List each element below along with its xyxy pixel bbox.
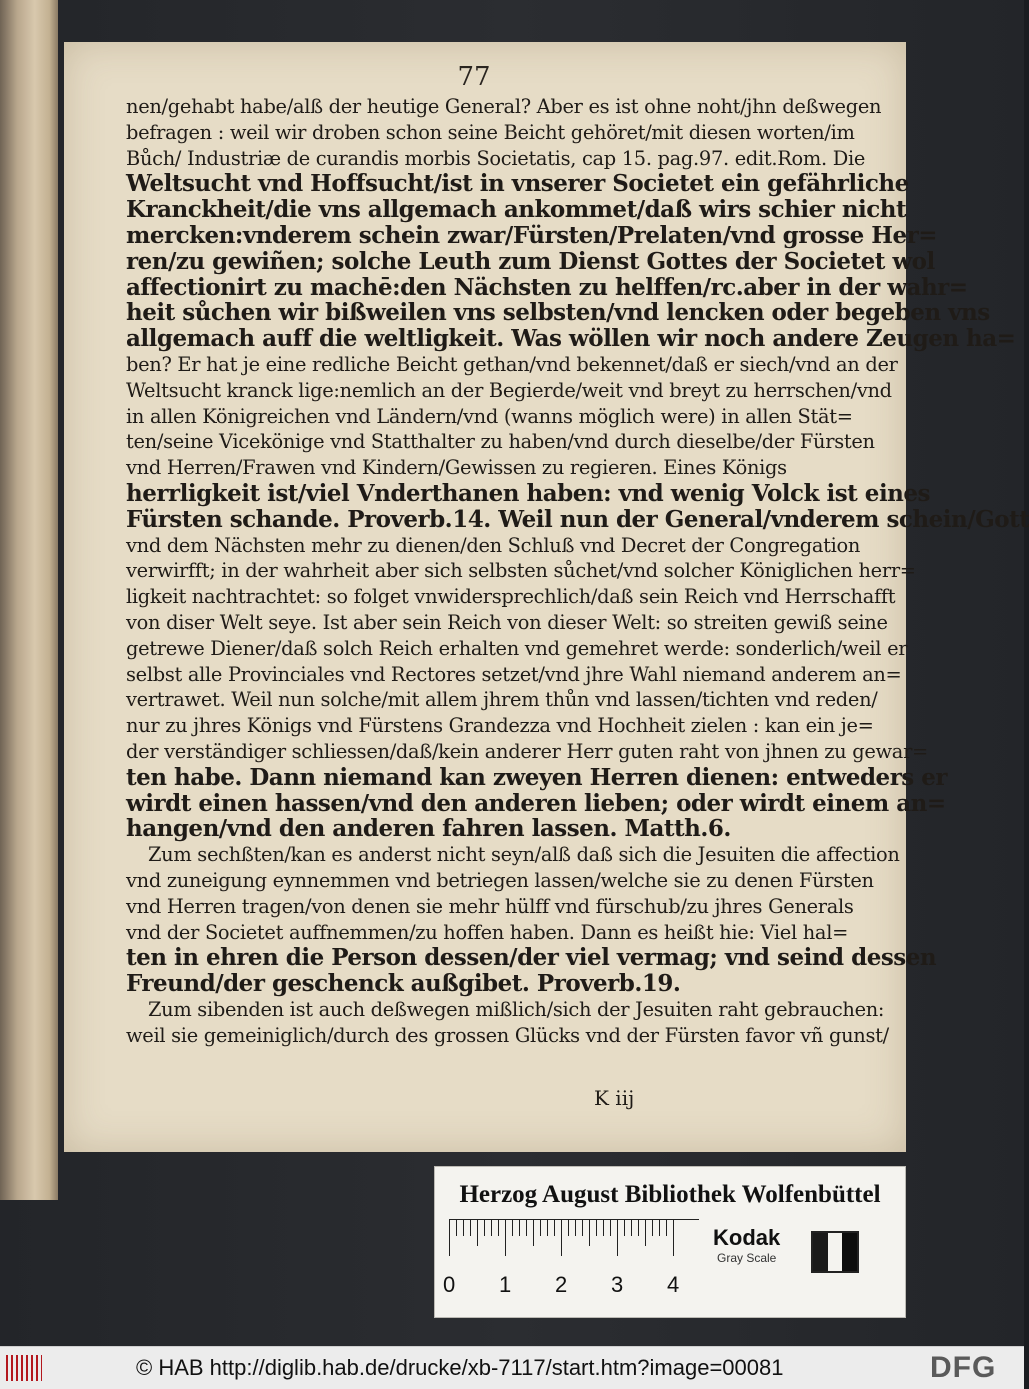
ruler-tick: [533, 1220, 534, 1246]
text-line: ren/zu gewiñen; solche Leuth zum Dienst Gottes der Societet wol: [126, 247, 935, 275]
ruler-tick: [659, 1220, 660, 1236]
text-line: Kranckheit/die vns allgemach ankommet/daß wirs schier nicht: [126, 196, 907, 224]
ruler-tick: [456, 1220, 457, 1236]
ruler-tick: [561, 1220, 562, 1256]
text-line: nur zu jhres Königs vnd Fürstens Grandezza vnd Hochheit zielen : kan ein je=: [126, 714, 874, 738]
text-line: hangen/vnd den anderen fahren lassen. Matth.6.: [126, 815, 731, 843]
text-line: selbst alle Provinciales vnd Rectores setzet/vnd jhre Wahl niemand anderem an=: [126, 662, 902, 686]
ruler-tick: [603, 1220, 604, 1236]
ruler-tick: [470, 1220, 471, 1236]
ruler-tick: [610, 1220, 611, 1236]
text-line: Fürsten schande. Proverb.14. Weil nun der General/vnderem schein/Gott: [126, 505, 1029, 533]
text-line: vertrawet. Weil nun solche/mit allem jhrem thůn vnd lassen/tichten vnd reden/: [126, 688, 878, 712]
ruler-tick: [666, 1220, 667, 1236]
ruler-tick: [491, 1220, 492, 1236]
page-number: 77: [457, 62, 491, 92]
ruler-number: 0: [443, 1272, 456, 1297]
ruler-number: 2: [555, 1272, 568, 1297]
institution-name: Herzog August Bibliothek Wolfenbüttel: [459, 1181, 881, 1208]
text-line: affectionirt zu machē:den Nächsten zu helffen/rc.aber in der wahr=: [126, 273, 968, 301]
text-line: in allen Königreichen vnd Ländern/vnd (wanns möglich were) in allen Stät=: [126, 404, 853, 428]
signature-mark: K iij: [594, 1086, 635, 1110]
footer-bar: [0, 1346, 1024, 1389]
library-label-card: [434, 1166, 906, 1318]
text-line: Weltsucht kranck lige:nemlich an der Begierde/weit vnd breyt zu herrschen/vnd: [126, 378, 892, 402]
text-line: ten/seine Vicekönige vnd Statthalter zu haben/vnd durch dieselbe/der Fürsten: [126, 430, 875, 454]
barcode-icon: [6, 1355, 42, 1381]
gray-scale-label: Gray Scale: [717, 1251, 777, 1265]
text-line: ligkeit nachtrachtet: so folget vnwidersprechlich/daß sein Reich vnd Herrschafft: [126, 585, 896, 609]
ruler-tick: [463, 1220, 464, 1236]
ruler-number: 3: [611, 1272, 624, 1297]
ruler-tick: [526, 1220, 527, 1236]
ruler-tick: [540, 1220, 541, 1236]
measurement-ruler: [443, 1219, 699, 1297]
text-line: Bůch/ Industriæ de curandis morbis Societatis, cap 15. pag.97. edit.Rom. Die: [126, 146, 866, 170]
gray-swatch: [828, 1233, 843, 1271]
ruler-tick: [547, 1220, 548, 1236]
ruler-tick: [582, 1220, 583, 1236]
ruler-tick: [519, 1220, 520, 1236]
text-line: vnd zuneigung eynnemmen vnd betriegen lassen/welche sie zu denen Fürsten: [126, 868, 874, 892]
ruler-tick: [596, 1220, 597, 1236]
dfg-logo: DFG: [930, 1351, 997, 1384]
text-line: vnd dem Nächsten mehr zu dienen/den Schluß vnd Decret der Congregation: [126, 533, 861, 557]
text-line: vnd der Societet auffnemmen/zu hoffen haben. Dann es heißt hie: Viel hal=: [126, 920, 849, 944]
ruler-tick: [477, 1220, 478, 1246]
page-text: [126, 94, 1029, 1048]
ruler-tick: [512, 1220, 513, 1236]
ruler-tick: [484, 1220, 485, 1236]
gray-swatch: [813, 1233, 828, 1271]
text-line: Zum sibenden ist auch deßwegen mißlich/sich der Jesuiten raht gebrauchen:: [148, 997, 885, 1021]
text-line: der verständiger schliessen/daß/kein anderer Herr guten raht von jhnen zu gewar=: [126, 739, 928, 763]
ruler-tick: [624, 1220, 625, 1236]
text-line: ben? Er hat je eine redliche Beicht gethan/vnd bekennet/daß er siech/vnd an der: [126, 352, 898, 376]
ruler-tick: [631, 1220, 632, 1236]
ruler-tick: [575, 1220, 576, 1236]
text-line: Weltsucht vnd Hoffsucht/ist in vnserer Societet ein gefährliche: [126, 170, 909, 198]
text-line: wirdt einen hassen/vnd den anderen lieben; oder wirdt einem an=: [126, 789, 946, 817]
text-line: heit sůchen wir bißweilen vns selbsten/vnd lencken oder begeben vns: [126, 299, 990, 327]
ruler-tick: [645, 1220, 646, 1246]
text-line: allgemach auff die weltligkeit. Was wöllen wir noch andere Zeugen ha=: [126, 325, 1016, 353]
ruler-tick: [638, 1220, 639, 1236]
ruler-tick: [589, 1220, 590, 1246]
ruler-tick: [673, 1220, 674, 1256]
text-line: getrewe Diener/daß solch Reich erhalten vnd gemehret werde: sonderlich/weil er: [126, 636, 908, 660]
copyright-url[interactable]: © HAB http://diglib.hab.de/drucke/xb-7117/start.htm?image=00081: [136, 1355, 784, 1380]
ruler-number: 1: [499, 1272, 512, 1297]
gray-swatch: [842, 1233, 857, 1271]
text-line: nen/gehabt habe/alß der heutige General? Aber es ist ohne noht/jhn deßwegen: [126, 95, 882, 118]
text-line: vnd Herren tragen/von denen sie mehr hülff vnd fürschub/zu jhres Generals: [126, 894, 854, 918]
ruler-tick: [568, 1220, 569, 1236]
text-line: ten habe. Dann niemand kan zweyen Herren dienen: entweders er: [126, 763, 948, 791]
text-line: befragen : weil wir droben schon seine Beicht gehöret/mit diesen worten/im: [126, 120, 855, 144]
ruler-tick: [449, 1220, 450, 1256]
text-line: mercken:vnderem schein zwar/Fürsten/Prelaten/vnd grosse Her=: [126, 221, 937, 249]
book-page: [64, 42, 1029, 1152]
ruler-tick: [652, 1220, 653, 1236]
ruler-tick: [498, 1220, 499, 1236]
left-page-edge: [0, 0, 58, 1200]
ruler-tick: [554, 1220, 555, 1236]
text-line: Freund/der geschenck außgibet. Proverb.19.: [126, 970, 681, 998]
text-line: weil sie gemeiniglich/durch des grossen Glücks vnd der Fürsten favor vñ gunst/: [126, 1023, 889, 1047]
kodak-brand: Kodak: [713, 1225, 781, 1250]
ruler-tick: [617, 1220, 618, 1256]
text-line: ten in ehren die Person dessen/der viel vermag; vnd seind dessen: [126, 944, 937, 972]
text-line: vnd Herren/Frawen vnd Kindern/Gewissen zu regieren. Eines Königs: [126, 456, 787, 480]
text-line: Zum sechßten/kan es anderst nicht seyn/alß daß sich die Jesuiten die affection: [148, 843, 900, 867]
ruler-number: 4: [667, 1272, 680, 1297]
ruler-tick: [505, 1220, 506, 1256]
text-line: verwirfft; in der wahrheit aber sich selbsten sůchet/vnd solcher Königlichen herr=: [126, 559, 916, 583]
text-line: herrligkeit ist/viel Vnderthanen haben: vnd wenig Volck ist eines: [126, 479, 930, 507]
text-line: von diser Welt seye. Ist aber sein Reich von dieser Welt: so streiten gewiß seine: [126, 610, 888, 634]
gray-scale-swatches: [811, 1231, 859, 1273]
